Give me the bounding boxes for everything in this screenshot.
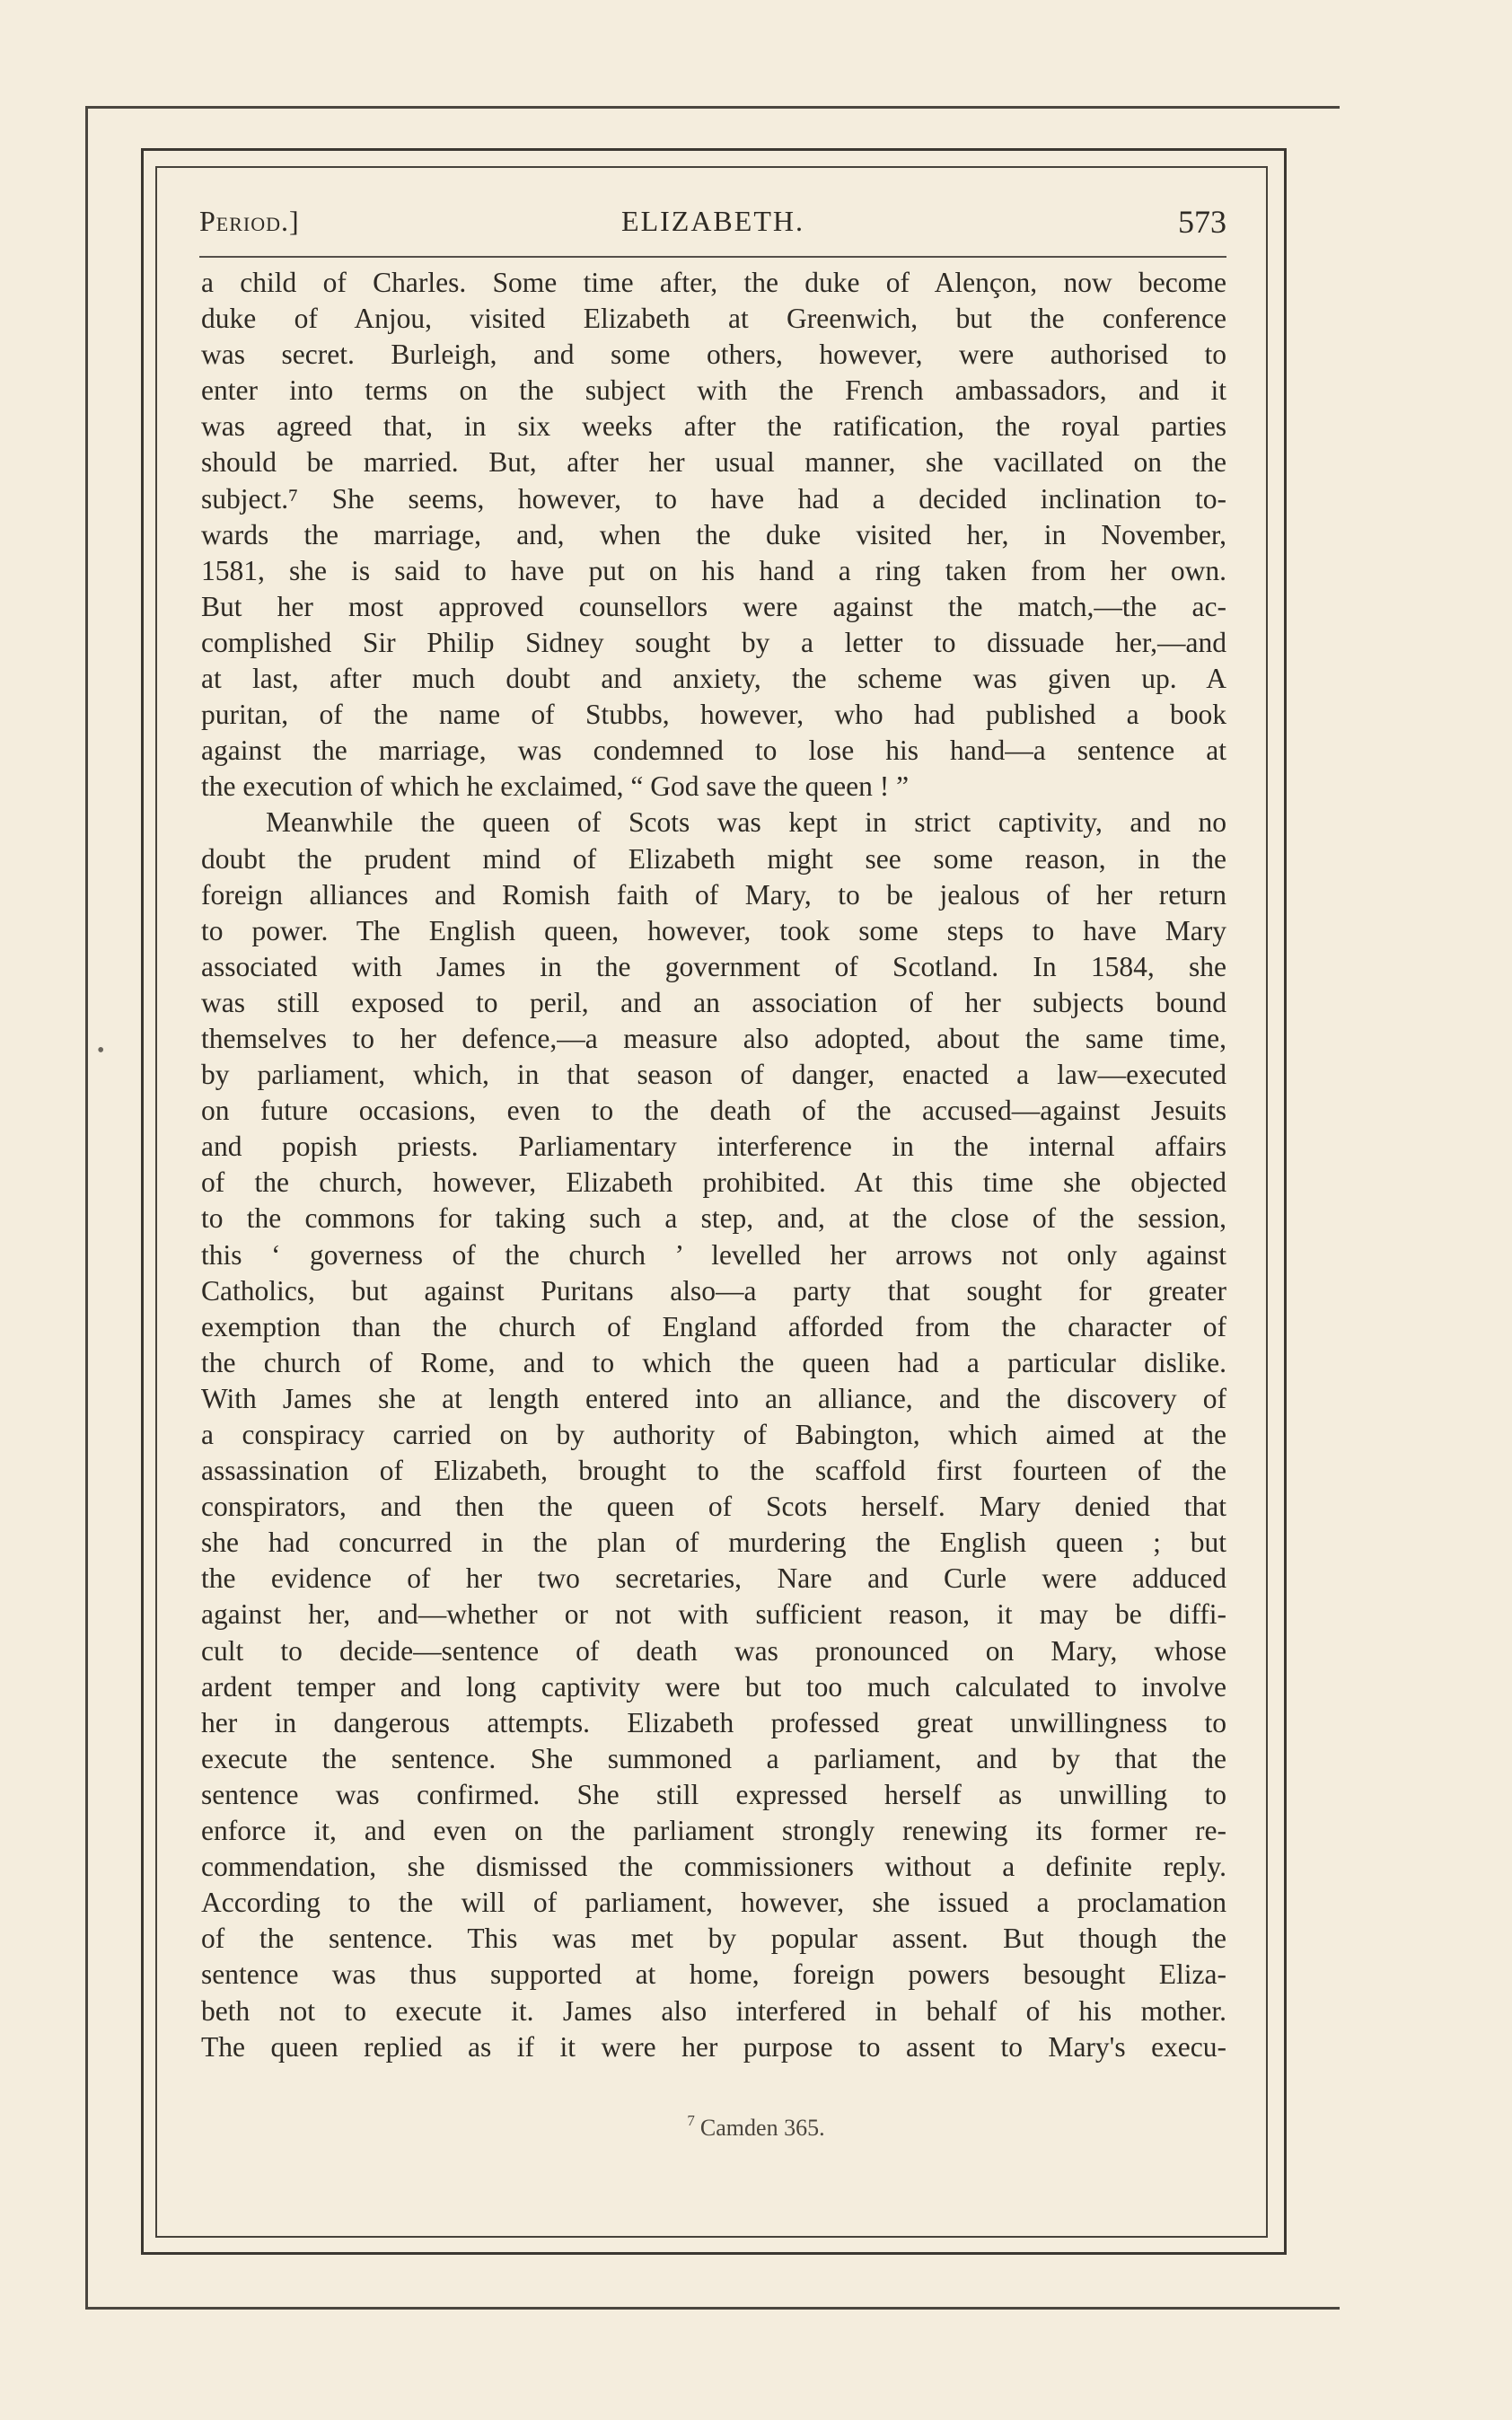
- text-line: and popish priests. Parliamentary interference in the internal affairs: [201, 1131, 1226, 1163]
- text-line: themselves to her defence,—a measure also adopted, about the same time,: [201, 1022, 1226, 1054]
- text-line: sentence was confirmed. She still expressed herself as unwilling to: [201, 1778, 1226, 1810]
- text-line: According to the will of parliament, however, she issued a proclamation: [201, 1887, 1226, 1919]
- text-line: execute the sentence. She summoned a parliament, and by that the: [201, 1742, 1226, 1774]
- text-line: by parliament, which, in that season of danger, enacted a law—executed: [201, 1059, 1226, 1091]
- text-line: beth not to execute it. James also interfered in behalf of his mother.: [201, 1994, 1226, 2027]
- text-line: duke of Anjou, visited Elizabeth at Greenwich, but the conference: [201, 303, 1226, 335]
- running-head: [199, 199, 1226, 250]
- text-line: was still exposed to peril, and an association of her subjects bound: [201, 986, 1226, 1018]
- text-line: conspirators, and then the queen of Scots herself. Mary denied that: [201, 1491, 1226, 1523]
- text-line: against the marriage, was condemned to lose his hand—a sentence at: [201, 735, 1226, 767]
- text-line: subject.⁷ She seems, however, to have had a decided inclination to-: [201, 482, 1226, 515]
- text-line: 1581, she is said to have put on his hand a ring taken from her own.: [201, 554, 1226, 586]
- text-line: against her, and—whether or not with sufficient reason, it may be diffi-: [201, 1598, 1226, 1631]
- running-head-period: Period.]: [199, 205, 300, 237]
- text-line: a conspiracy carried on by authority of Babington, which aimed at the: [201, 1419, 1226, 1450]
- text-line: was agreed that, in six weeks after the ratification, the royal parties: [201, 410, 1226, 443]
- page-number: 573: [1178, 204, 1226, 240]
- text-line: associated with James in the government of Scotland. In 1584, she: [201, 950, 1226, 982]
- text-line: commendation, she dismissed the commissioners without a definite reply.: [201, 1851, 1226, 1883]
- text-line: was secret. Burleigh, and some others, however, were authorised to: [201, 339, 1226, 371]
- footnote-marker: 7: [687, 2112, 695, 2129]
- text-line: assassination of Elizabeth, brought to the scaffold first fourteen of the: [201, 1455, 1226, 1487]
- text-line: her in dangerous attempts. Elizabeth professed great unwillingness to: [201, 1706, 1226, 1738]
- text-line: wards the marriage, and, when the duke visited her, in November,: [201, 518, 1226, 550]
- text-line: of the church, however, Elizabeth prohibited. At this time she objected: [201, 1166, 1226, 1199]
- margin-mark: •: [97, 1039, 105, 1062]
- text-line: this ‘ governess of the church ’ levelled her arrows not only against: [201, 1238, 1226, 1271]
- text-line: a child of Charles. Some time after, the duke of Alençon, now become: [201, 267, 1226, 298]
- text-line: the evidence of her two secretaries, Nare and Curle were adduced: [201, 1562, 1226, 1595]
- text-line: of the sentence. This was met by popular assent. But though the: [201, 1923, 1226, 1955]
- text-line: to power. The English queen, however, took some steps to have Mary: [201, 914, 1226, 946]
- text-line: The queen replied as if it were her purpose to assent to Mary's execu-: [201, 2030, 1226, 2063]
- text-line: the church of Rome, and to which the queen had a particular dislike.: [201, 1346, 1226, 1378]
- text-line: on future occasions, even to the death of the accused—against Jesuits: [201, 1095, 1226, 1127]
- running-head-title: ELIZABETH.: [621, 205, 804, 237]
- text-line: cult to decide—sentence of death was pronounced on Mary, whose: [201, 1634, 1226, 1667]
- text-line: Meanwhile the queen of Scots was kept in strict captivity, and no: [266, 806, 1226, 839]
- text-line: With James she at length entered into an alliance, and the discovery of: [201, 1382, 1226, 1414]
- text-line: exemption than the church of England afforded from the character of: [201, 1310, 1226, 1342]
- footnote: [0, 2112, 1512, 2142]
- text-line: Catholics, but against Puritans also—a party that sought for greater: [201, 1274, 1226, 1307]
- text-line: at last, after much doubt and anxiety, the scheme was given up. A: [201, 663, 1226, 695]
- text-line: enforce it, and even on the parliament strongly renewing its former re-: [201, 1815, 1226, 1847]
- header-rule: [199, 256, 1226, 258]
- text-line: the execution of which he exclaimed, “ God save the queen ! ”: [201, 770, 910, 803]
- footnote-text: Camden 365.: [699, 2115, 825, 2141]
- text-line: to the commons for taking such a step, and, at the close of the session,: [201, 1202, 1226, 1235]
- text-line: But her most approved counsellors were against the match,—the ac-: [201, 590, 1226, 622]
- text-line: sentence was thus supported at home, foreign powers besought Eliza-: [201, 1958, 1226, 1991]
- text-line: puritan, of the name of Stubbs, however, who had published a book: [201, 699, 1226, 731]
- text-line: should be married. But, after her usual manner, she vacillated on the: [201, 446, 1226, 479]
- text-line: complished Sir Philip Sidney sought by a letter to dissuade her,—and: [201, 626, 1226, 658]
- text-line: she had concurred in the plan of murdering the English queen ; but: [201, 1527, 1226, 1559]
- text-line: doubt the prudent mind of Elizabeth might see some reason, in the: [201, 842, 1226, 875]
- text-line: foreign alliances and Romish faith of Mary, to be jealous of her return: [201, 878, 1226, 911]
- text-line: ardent temper and long captivity were but too much calculated to involve: [201, 1670, 1226, 1703]
- body-text: [201, 265, 1226, 2065]
- text-line: enter into terms on the subject with the French ambassadors, and it: [201, 374, 1226, 407]
